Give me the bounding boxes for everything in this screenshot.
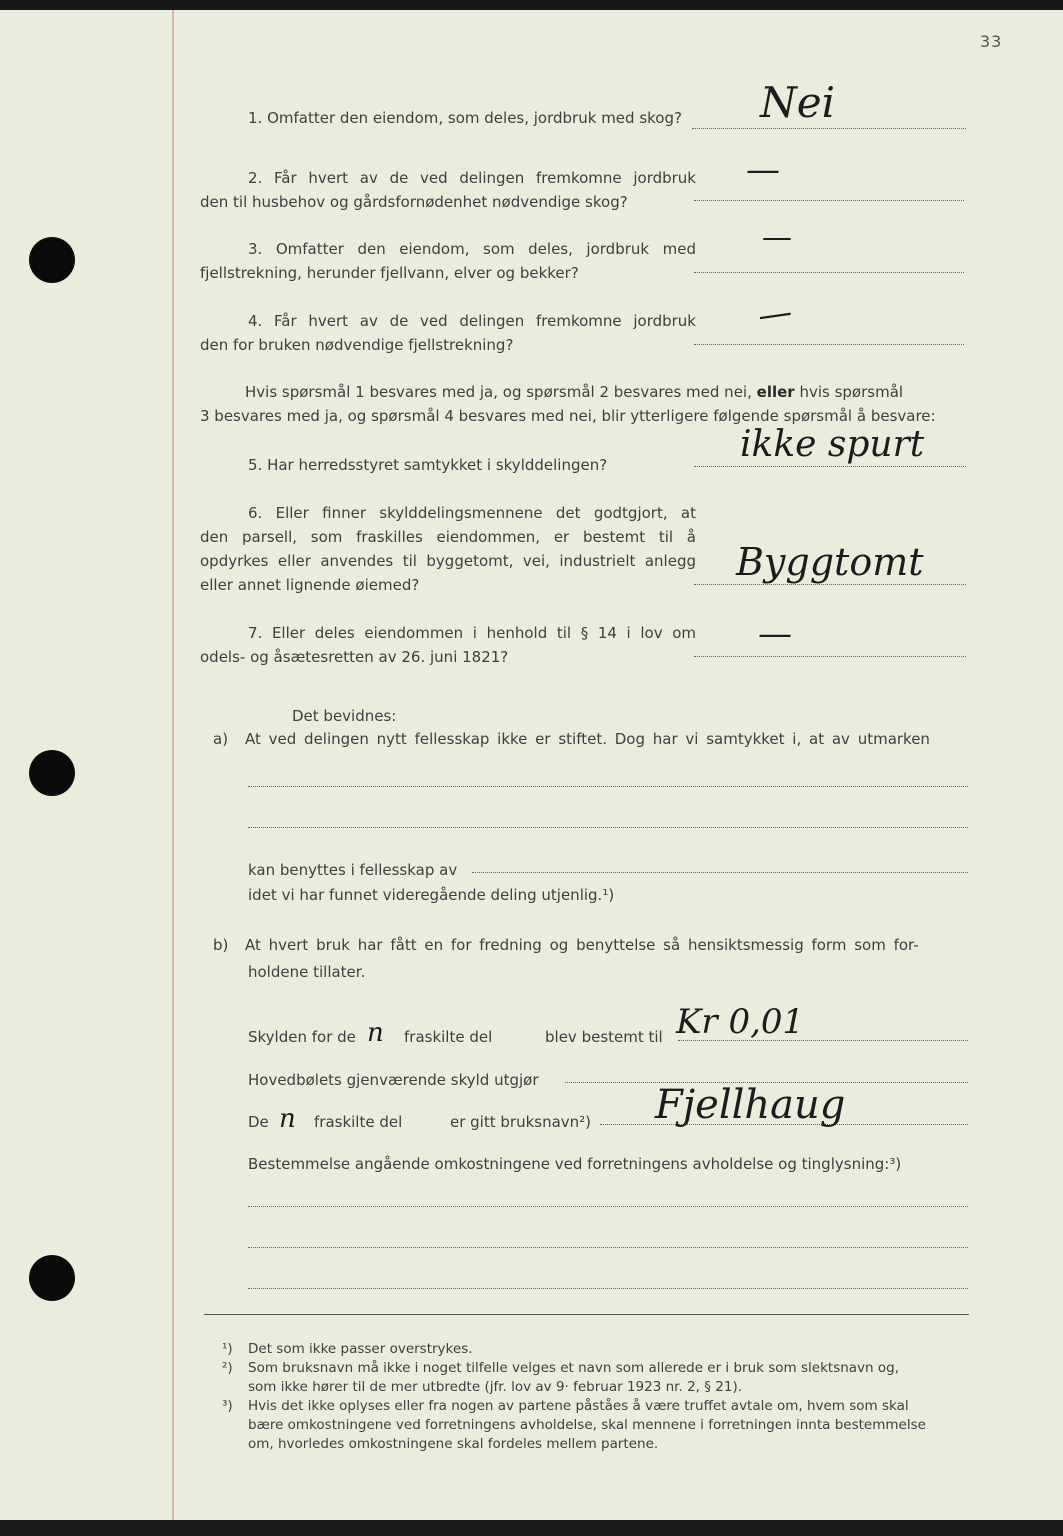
answer-3-handwritten: — <box>762 220 792 255</box>
answer-7-handwritten: — <box>758 614 792 654</box>
footnote-2-mark: ²) <box>222 1360 233 1376</box>
question-4-text-line2: den for bruken nødvendige fjellstrekning? <box>200 336 514 354</box>
scan-top-border <box>0 0 1063 10</box>
fill-line <box>248 786 968 787</box>
document-page <box>0 10 1063 1520</box>
item-b-label: b) <box>213 936 229 954</box>
footnote-2-text-line2: som ikke hører til de mer utbredte (jfr. lov av 9· februar 1923 nr. 2, § 21). <box>248 1379 743 1395</box>
scan-bottom-border <box>0 1520 1063 1536</box>
punch-hole <box>29 237 75 283</box>
fill-line <box>472 872 968 873</box>
bruksnavn-label-c: er gitt bruksnavn²) <box>450 1113 592 1131</box>
skyld-label-c: blev bestemt til <box>545 1028 663 1046</box>
footnote-3-text-line2: bære omkostningene ved forretningens avholdelse, skal mennene i forretningen innta bestemmelse <box>248 1417 926 1433</box>
item-b-text-line2: holdene tillater. <box>248 963 366 981</box>
bruksnavn-value-handwritten: Fjellhaug <box>655 1082 846 1128</box>
certification-heading: Det bevidnes: <box>292 707 397 725</box>
bruksnavn-label-b: fraskilte del <box>314 1113 403 1131</box>
footnote-1-mark: ¹) <box>222 1341 233 1357</box>
footnote-separator <box>204 1314 969 1315</box>
skyld-label: Skylden for de <box>248 1028 356 1046</box>
conditional-text-line1: Hvis spørsmål 1 besvares med ja, og spørsmål 2 besvares med nei, eller hvis spørsmål <box>245 383 904 401</box>
answer-2-handwritten: — <box>746 150 780 190</box>
fill-line <box>248 1288 968 1289</box>
answer-4-handwritten: — <box>755 291 795 337</box>
skyld-value-handwritten: Kr 0,01 <box>676 1002 805 1042</box>
answer-line <box>694 344 964 345</box>
question-3-text: 3. Omfatter den eiendom, som deles, jordbruk med <box>248 240 696 258</box>
answer-5-handwritten: ikke spurt <box>740 424 925 465</box>
footnote-3-text-line3: om, hvorledes omkostningene skal fordeles mellem partene. <box>248 1436 659 1452</box>
footnote-2-text: Som bruksnavn må ikke i noget tilfelle velges et navn som allerede er i bruk som slektsnavn og, <box>248 1360 900 1376</box>
answer-line <box>694 584 966 585</box>
skyld-label-b: fraskilte del <box>404 1028 493 1046</box>
question-7-text: 7. Eller deles eiendommen i henhold til § 14 i lov om <box>248 624 696 642</box>
footnote-3-mark: ³) <box>222 1398 233 1414</box>
answer-line <box>694 656 966 657</box>
omkostning-label: Bestemmelse angående omkostningene ved forretningens avholdelse og tinglysning:³) <box>248 1155 902 1173</box>
page-number: 33 <box>980 32 1003 51</box>
hovedbol-label: Hovedbølets gjenværende skyld utgjør <box>248 1071 539 1089</box>
item-a-label: a) <box>213 730 229 748</box>
footnote-1-text: Det som ikke passer overstrykes. <box>248 1341 473 1357</box>
question-3-text-line2: fjellstrekning, herunder fjellvann, elver og bekker? <box>200 264 579 282</box>
answer-6-handwritten: Byggtomt <box>736 540 924 584</box>
skyld-handwritten-n: n <box>367 1018 384 1048</box>
question-7-text-line2: odels- og åsætesretten av 26. juni 1821? <box>200 648 509 666</box>
question-5-text: 5. Har herredsstyret samtykket i skylddelingen? <box>248 456 608 474</box>
answer-line <box>694 272 964 273</box>
punch-hole <box>29 750 75 796</box>
margin-rule <box>172 10 174 1520</box>
item-a-text: At ved delingen nytt fellesskap ikke er stiftet. Dog har vi samtykket i, at av utmarken <box>245 730 930 748</box>
question-6-text-line4: eller annet lignende øiemed? <box>200 576 420 594</box>
punch-hole <box>29 1255 75 1301</box>
answer-1-handwritten: Nei <box>760 78 836 127</box>
question-1-text: 1. Omfatter den eiendom, som deles, jordbruk med skog? <box>248 109 682 127</box>
question-2-text: 2. Får hvert av de ved delingen fremkomne jordbruk <box>248 169 696 187</box>
bruksnavn-label: De <box>248 1113 269 1131</box>
reason-text: idet vi har funnet videregående deling utjenlig.¹) <box>248 886 615 904</box>
answer-line <box>692 128 966 129</box>
fill-line <box>248 827 968 828</box>
question-2-text-line2: den til husbehov og gårdsfornødenhet nødvendige skog? <box>200 193 628 211</box>
question-4-text: 4. Får hvert av de ved delingen fremkomne jordbruk <box>248 312 696 330</box>
shared-use-label: kan benyttes i fellesskap av <box>248 861 458 879</box>
bruksnavn-handwritten-n: n <box>279 1104 296 1134</box>
question-6-text: 6. Eller finner skylddelingsmennene det godtgjort, at den parsell, som fraskilles eiendommen, er bestemt til å opdyrkes eller anvendes til byggetomt, vei, industrielt anlegg <box>200 504 696 570</box>
answer-line <box>694 200 964 201</box>
fill-line <box>248 1247 968 1248</box>
item-b-text: At hvert bruk har fått en for fredning og benyttelse så hensiktsmessig form som for- <box>245 936 919 954</box>
footnote-3-text: Hvis det ikke oplyses eller fra nogen av partene påståes å være truffet avtale om, hvem som skal <box>248 1398 909 1414</box>
answer-line <box>694 466 966 467</box>
fill-line <box>248 1206 968 1207</box>
conditional-text-line2: 3 besvares med ja, og spørsmål 4 besvares med nei, blir ytterligere følgende spørsmål å besvare: <box>200 407 936 425</box>
